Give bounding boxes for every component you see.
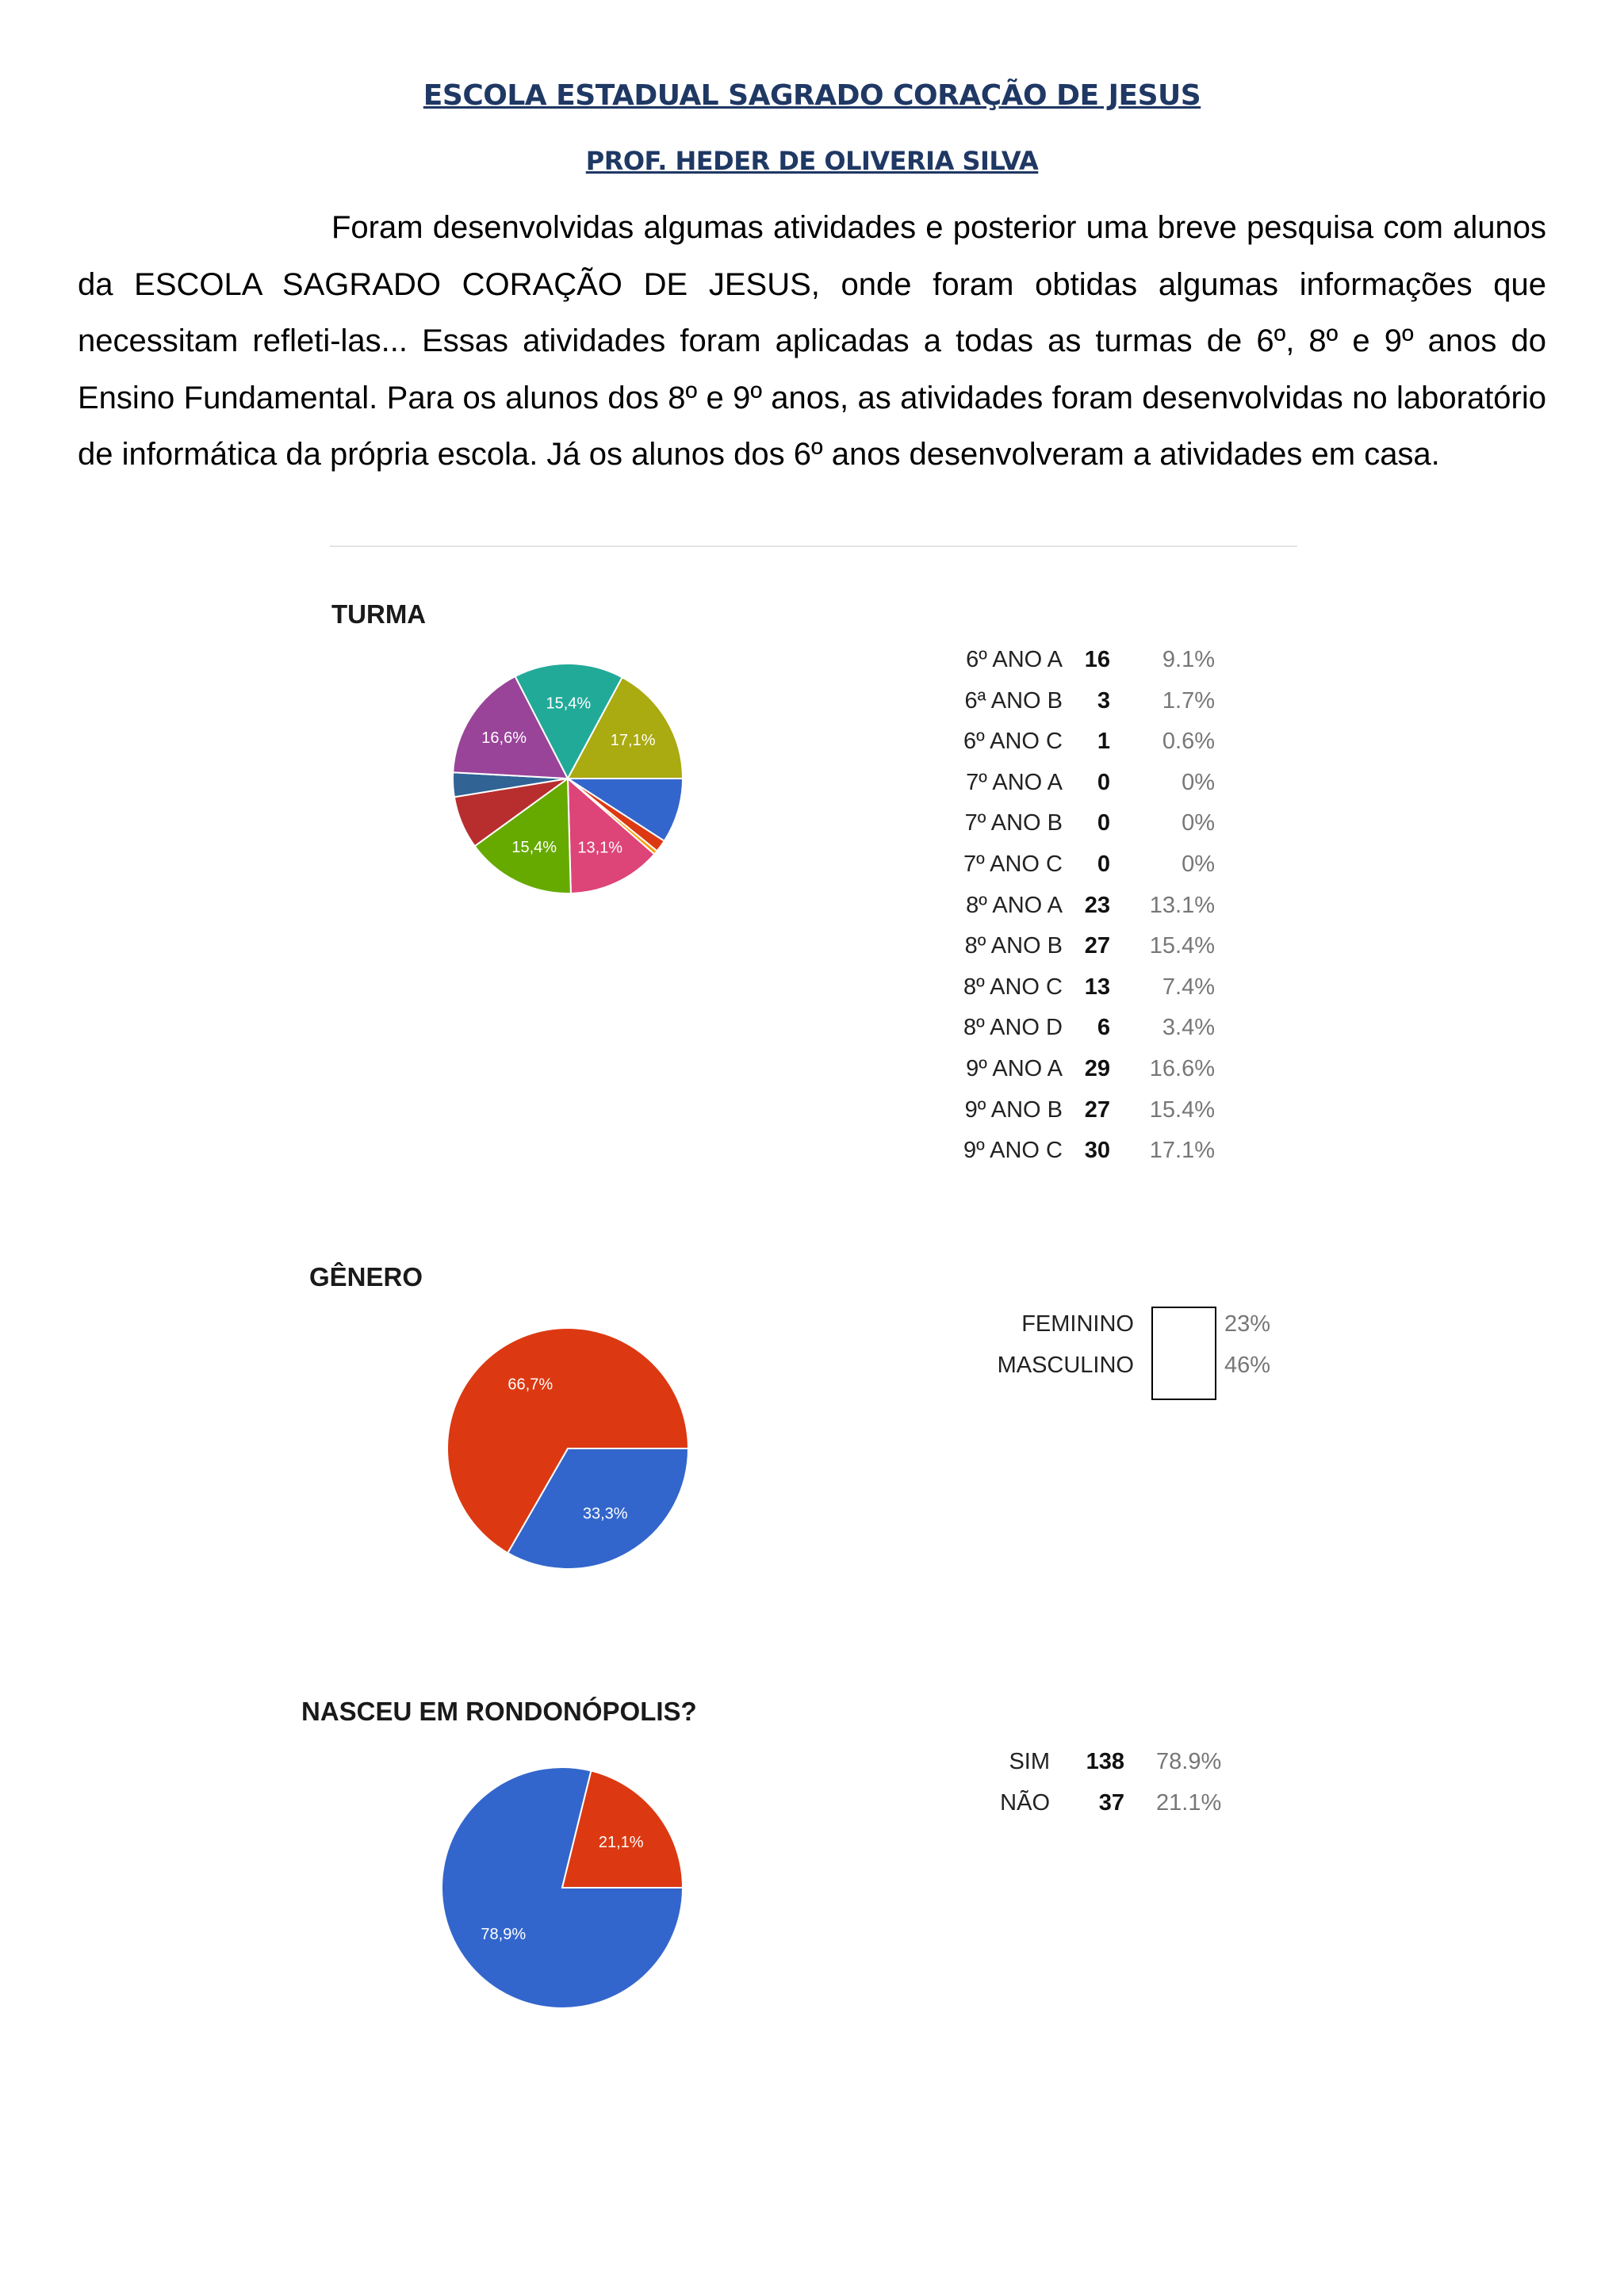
nasceu-title: NASCEU EM RONDONÓPOLIS? (301, 1697, 697, 1726)
legend-row-8-ano-c (936, 974, 1285, 1006)
legend-count: 27 (1084, 1096, 1110, 1123)
legend-label: 8º ANO C (963, 974, 1063, 1000)
legend-row-7-ano-a (936, 770, 1285, 802)
genero-title: GÊNERO (309, 1262, 423, 1292)
genero-count-box (1151, 1307, 1216, 1400)
legend-percent: 0% (1182, 769, 1215, 795)
legend-count: 27 (1084, 933, 1110, 959)
legend-row-7-ano-b (936, 810, 1285, 842)
legend-row-6-ano-a (936, 647, 1285, 679)
legend-percent: 17.1% (1149, 1138, 1215, 1164)
legend-row-8-ano-d (936, 1015, 1285, 1047)
legend-row-masculino (952, 1353, 1300, 1384)
legend-label: MASCULINO (997, 1353, 1134, 1378)
legend-label: 8º ANO A (966, 892, 1063, 918)
legend-count: 1 (1097, 729, 1110, 755)
legend-row-9-ano-b (936, 1097, 1285, 1129)
legend-row-8-ano-b (936, 933, 1285, 965)
legend-label: 8º ANO B (964, 933, 1063, 959)
genero-legend (952, 1311, 1300, 1406)
legend-count: 29 (1084, 1056, 1110, 1081)
legend-row-9-ano-c (936, 1138, 1285, 1169)
turma-legend (936, 647, 1285, 1202)
legend-label: 9º ANO C (963, 1138, 1063, 1164)
legend-count: 30 (1084, 1138, 1110, 1164)
legend-count: 0 (1097, 810, 1110, 836)
legend-percent: 23% (1224, 1311, 1271, 1337)
legend-label: NÃO (1000, 1790, 1050, 1816)
intro-paragraph: Foram desenvolvidas algumas atividades e posterior uma breve pesquisa com alunos da ESCOLA SAGRADO CORAÇÃO DE JESUS, onde foram obtidas algumas informações que necessitam refleti-las... Essas atividades foram aplicadas a todas as turmas de 6º, 8º e 9º anos do Ensino Fundamental. Para os alunos dos 8º e 9º anos, as atividades foram desenvolvidas no laboratório de informática da própria escola. Já os alunos dos 6º anos desenvolveram a atividades em casa. (78, 210, 1546, 472)
legend-percent: 1.7% (1162, 687, 1215, 714)
pie-slice-label: 15,4% (546, 695, 592, 713)
legend-percent: 0% (1182, 810, 1215, 836)
legend-row-nao (952, 1790, 1300, 1822)
legend-row-6-ano-c (936, 729, 1285, 760)
legend-count: 23 (1084, 892, 1110, 918)
legend-percent: 46% (1224, 1353, 1271, 1378)
legend-label: 7º ANO A (966, 769, 1063, 795)
legend-count: 0 (1097, 769, 1110, 795)
legend-row-7-ano-c (936, 851, 1285, 883)
legend-percent: 0% (1182, 851, 1215, 877)
legend-label: FEMININO (1021, 1311, 1134, 1337)
legend-label: 6º ANO A (966, 647, 1063, 672)
pie-slice-label: 16,6% (481, 729, 527, 747)
legend-row-8-ano-a (936, 893, 1285, 924)
legend-label: 7º ANO B (964, 810, 1063, 836)
legend-percent: 21.1% (1156, 1790, 1222, 1816)
legend-label: SIM (1009, 1749, 1050, 1774)
legend-label: 6º ANO C (963, 729, 1063, 755)
legend-row-feminino (952, 1311, 1300, 1343)
turma-title: TURMA (331, 599, 427, 629)
legend-percent: 16.6% (1149, 1056, 1215, 1081)
legend-percent: 13.1% (1149, 892, 1215, 918)
pie-slice-label: 33,3% (582, 1505, 628, 1523)
legend-count: 37 (1098, 1790, 1124, 1816)
pie-slice-label: 66,7% (508, 1376, 553, 1394)
nasceu-legend (952, 1749, 1300, 1844)
legend-label: 6ª ANO B (964, 687, 1063, 714)
legend-count: 138 (1086, 1749, 1124, 1774)
legend-percent: 9.1% (1162, 647, 1215, 672)
legend-label: 8º ANO D (963, 1015, 1063, 1041)
legend-row-9-ano-a (936, 1056, 1285, 1088)
legend-row-sim (952, 1749, 1300, 1781)
legend-row-6-ano-b (936, 688, 1285, 720)
legend-count: 3 (1097, 687, 1110, 714)
genero-pie-chart (445, 1326, 691, 1571)
legend-label: 9º ANO B (964, 1096, 1063, 1123)
pie-slice-label: 15,4% (511, 838, 557, 856)
legend-count: 13 (1084, 974, 1110, 1000)
legend-label: 7º ANO C (963, 851, 1063, 877)
legend-percent: 3.4% (1162, 1015, 1215, 1041)
turma-pie-chart (449, 660, 687, 897)
pie-slice-label: 21,1% (598, 1833, 644, 1851)
legend-percent: 78.9% (1156, 1749, 1222, 1774)
pie-slice-label: 13,1% (577, 839, 623, 857)
legend-percent: 15.4% (1149, 933, 1215, 959)
legend-percent: 7.4% (1162, 974, 1215, 1000)
legend-percent: 0.6% (1162, 729, 1215, 755)
legend-percent: 15.4% (1149, 1096, 1215, 1123)
nasceu-pie-chart (439, 1765, 685, 2011)
school-title: ESCOLA ESTADUAL SAGRADO CORAÇÃO DE JESUS (423, 79, 1201, 112)
pie-slice-label: 78,9% (481, 1926, 527, 1944)
legend-count: 6 (1097, 1015, 1110, 1041)
legend-count: 16 (1084, 647, 1110, 672)
professor-name: PROF. HEDER DE OLIVERIA SILVA (585, 146, 1039, 176)
legend-count: 0 (1097, 851, 1110, 877)
divider (330, 545, 1297, 547)
legend-label: 9º ANO A (966, 1056, 1063, 1081)
pie-slice-label: 17,1% (610, 731, 656, 749)
